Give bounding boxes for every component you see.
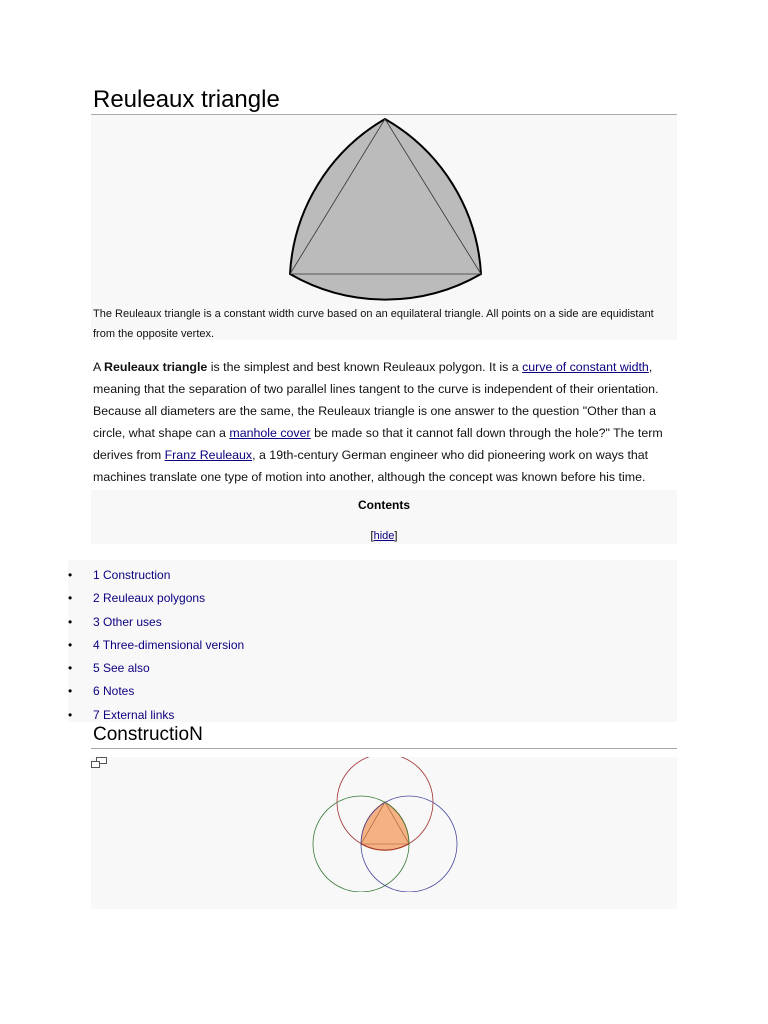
reuleaux-triangle-diagram — [91, 115, 677, 305]
intro-text: is the simplest and best known Reuleaux polygon. It is a — [207, 360, 523, 374]
bullet-icon: • — [68, 661, 73, 676]
intro-text: be made so that it cannot fall down through the hole?" The term derives from — [93, 426, 663, 462]
toc-link-construction[interactable]: 1 Construction — [93, 568, 171, 582]
bullet-icon: • — [68, 568, 73, 582]
reuleaux-construction-shape — [361, 802, 409, 850]
toc-bracket: [ — [370, 530, 374, 542]
bullet-icon: • — [68, 614, 73, 629]
bullet-icon: • — [68, 591, 73, 606]
intro-text: A — [93, 360, 105, 374]
section-heading-construction: ConstructioN — [93, 724, 203, 745]
toc-title: Contents — [358, 498, 410, 512]
toc-toggle — [91, 530, 677, 542]
bullet-icon: • — [68, 684, 73, 699]
magnify-clip-icon[interactable] — [91, 757, 107, 768]
construction-diagram — [91, 757, 677, 892]
toc-link-other-uses[interactable]: 3 Other uses — [93, 614, 162, 629]
link-franz-reuleaux[interactable]: Franz Reuleaux — [164, 448, 253, 462]
page-title: Reuleaux triangle — [93, 86, 280, 113]
reuleaux-shape — [290, 119, 481, 300]
bullet-icon: • — [68, 637, 73, 652]
intro-text: , a 19th-century German engineer who did pioneering work on ways that machines translate one type of motion into another, although the concept was known before his time. — [93, 448, 649, 484]
section-divider — [91, 748, 677, 749]
link-curve-of-constant-width[interactable]: curve of constant width — [522, 360, 649, 374]
intro-text: , meaning that the separation of two parallel lines tangent to the curve is independent of their orientation. Because all diameters are the same, the Reuleaux triangle is one answer to the question "Other than a circle, what shape can a — [93, 360, 659, 440]
toc-bracket: ] — [394, 530, 398, 542]
toc-link-reuleaux-polygons[interactable]: 2 Reuleaux polygons — [93, 591, 206, 606]
toc-list-panel — [68, 560, 677, 722]
toc-link-see-also[interactable]: 5 See also — [93, 661, 150, 676]
bullet-icon: • — [68, 707, 73, 722]
construction-figure — [91, 757, 677, 909]
toc-hide-link[interactable]: hide — [373, 530, 395, 542]
link-manhole-cover[interactable]: manhole cover — [229, 426, 311, 440]
reuleaux-figure — [91, 115, 677, 340]
toc-link-three-dimensional-version[interactable]: 4 Three-dimensional version — [93, 637, 245, 652]
toc-header — [91, 490, 677, 544]
figure-caption: The Reuleaux triangle is a constant width curve based on an equilateral triangle. All points on a side are equidistant from the opposite vertex. — [93, 308, 654, 340]
intro-paragraph — [93, 356, 673, 488]
toc-link-external-links[interactable]: 7 External links — [93, 707, 175, 722]
intro-bold-term: Reuleaux triangle — [104, 360, 208, 374]
toc-link-notes[interactable]: 6 Notes — [93, 684, 135, 699]
